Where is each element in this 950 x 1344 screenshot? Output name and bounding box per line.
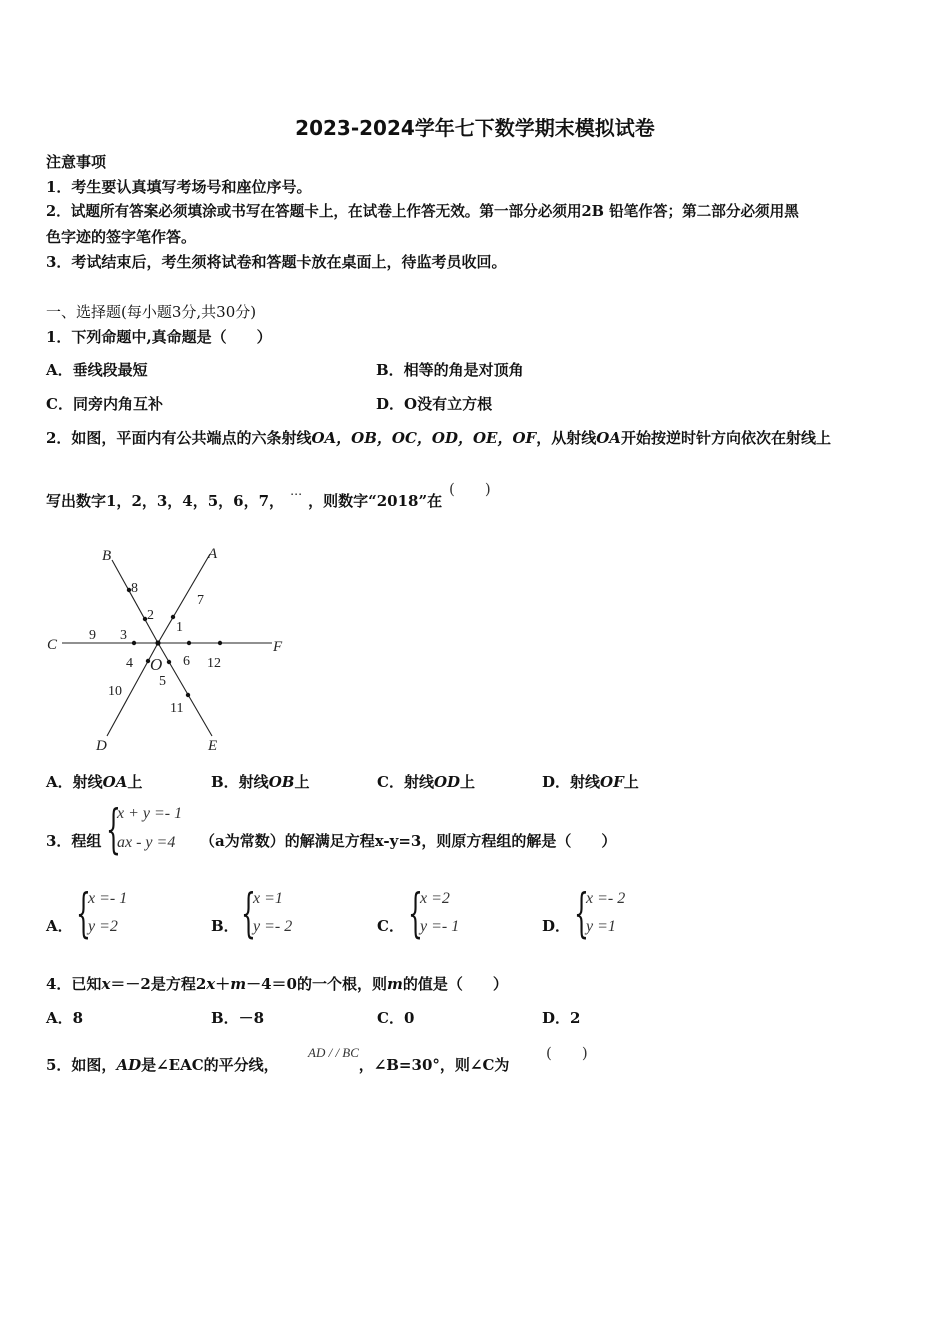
q3-b-eq2: y =- 2 — [253, 918, 293, 935]
q2-figure — [40, 540, 300, 755]
q2-line2-end: ，则数字“2018”在 — [308, 492, 443, 510]
q3-c-eq1: x =2 — [420, 890, 450, 907]
q3-c-eq2: y =- 1 — [420, 918, 460, 935]
label-e: E — [208, 738, 218, 754]
q4-var-m-2: m — [386, 975, 403, 993]
q5-answer-paren: ( ) — [546, 1044, 588, 1062]
q3-option-d-label: D． — [542, 917, 571, 935]
q4-option-b: B．－8 — [211, 1009, 265, 1027]
q2-option-d — [542, 772, 639, 792]
q2-b-post: 上 — [294, 773, 310, 791]
q5-mid: 是∠EAC的平分线， — [141, 1056, 279, 1074]
q4-var-m: m — [230, 975, 247, 993]
num-8: 8 — [131, 581, 138, 596]
q3-option-b-label: B． — [211, 917, 239, 935]
section-heading: 一、选择题(每小题3分,共30分) — [46, 303, 257, 321]
q2-ray-oa: OA — [596, 429, 621, 447]
q3-pre: 3．程组 — [46, 832, 102, 850]
q3-d-brace: { — [574, 884, 589, 944]
q3-eq1: x + y =- 1 — [117, 805, 183, 822]
notice-item-2: 2．试题所有答案必须填涂或书写在答题卡上，在试卷上作答无效。第一部分必须用2B 铅笔作答；第二部分必须用黑 — [46, 203, 799, 220]
q4-mid2: ＋ — [215, 975, 231, 993]
q2-option-c — [377, 772, 475, 792]
q4-option-c: C．0 — [377, 1009, 415, 1027]
q2-d-pre: D．射线 — [542, 773, 601, 791]
q5-ad: AD — [116, 1056, 142, 1074]
label-f: F — [273, 639, 283, 655]
num-4: 4 — [126, 656, 133, 671]
q2-a-post: 上 — [127, 773, 143, 791]
q4-var-x-2: x — [206, 975, 216, 993]
notice-item-3: 3．考试结束后，考生须将试卷和答题卡放在桌面上，待监考员收回。 — [46, 253, 507, 271]
q2-option-a — [46, 772, 142, 792]
label-b: B — [102, 548, 112, 564]
q2-line1-pre: 2．如图，平面内有公共端点的六条射线 — [46, 429, 312, 447]
num-7: 7 — [197, 593, 204, 608]
num-5: 5 — [159, 674, 166, 689]
q2-ellipsis: ⋯ — [290, 487, 303, 501]
point-1 — [171, 615, 175, 619]
q1-stem: 1．下列命题中,真命题是（ ） — [46, 328, 272, 346]
num-11: 11 — [170, 701, 184, 716]
q2-c-post: 上 — [460, 773, 476, 791]
notice-heading: 注意事项 — [46, 153, 107, 171]
num-10: 10 — [108, 684, 122, 699]
notice-item-2-cont: 色字迹的签字笔作答。 — [46, 228, 197, 246]
q3-a-eq1: x =- 1 — [88, 890, 128, 907]
q2-b-pre: B．射线 — [211, 773, 269, 791]
point-11 — [186, 693, 190, 697]
num-1: 1 — [176, 620, 183, 635]
q1-option-b: B．相等的角是对顶角 — [376, 361, 524, 379]
q4-end: 的值是（ ） — [402, 975, 508, 993]
q2-d-post: 上 — [623, 773, 639, 791]
q5-condition: AD / / BC — [308, 1045, 359, 1060]
q2-b-ray: OB — [268, 773, 295, 791]
q1-option-d: D．O没有立方根 — [376, 395, 493, 413]
q2-stem-line1 — [46, 428, 831, 448]
q1-option-a: A．垂线段最短 — [46, 361, 148, 379]
q2-c-ray: OD — [433, 773, 461, 791]
ray-ob — [112, 560, 158, 643]
notice-item-1: 1．考生要认真填写考场号和座位序号。 — [46, 178, 312, 196]
q4-var-x: x — [101, 975, 111, 993]
q2-c-pre: C．射线 — [377, 773, 434, 791]
q3-option-a-label: A． — [46, 917, 73, 935]
q2-answer-paren: ( ) — [449, 480, 491, 498]
point-3 — [132, 641, 136, 645]
q3-b-brace: { — [241, 884, 256, 944]
q5-post: ，∠B=30°，则∠C为 — [358, 1056, 510, 1074]
q2-d-ray: OF — [600, 773, 624, 791]
q2-line2: 写出数字1，2，3，4，5，6，7， — [46, 492, 285, 510]
q5-stem — [46, 1055, 509, 1075]
q4-pre: 4．已知 — [46, 975, 102, 993]
q3-d-eq2: y =1 — [586, 918, 616, 935]
point-5 — [167, 660, 171, 664]
q4-option-d: D．2 — [542, 1009, 581, 1027]
q5-pre: 5．如图， — [46, 1056, 117, 1074]
num-2: 2 — [147, 608, 154, 623]
num-9: 9 — [89, 628, 96, 643]
q2-rays: OA，OB，OC，OD，OE，OF — [311, 429, 537, 447]
num-3: 3 — [120, 628, 127, 643]
label-d: D — [96, 738, 107, 754]
label-o: O — [150, 655, 163, 674]
q2-stem-line2 — [46, 487, 443, 512]
q3-post: （a为常数）的解满足方程x-y=3，则原方程组的解是（ ） — [200, 832, 617, 850]
point-6 — [187, 641, 191, 645]
q3-a-eq2: y =2 — [88, 918, 118, 935]
point-12 — [218, 641, 222, 645]
num-6: 6 — [183, 654, 190, 669]
q2-option-b — [211, 772, 309, 792]
q3-option-c-label: C． — [377, 917, 404, 935]
num-12: 12 — [207, 656, 221, 671]
label-a: A — [208, 546, 218, 562]
q3-d-eq1: x =- 2 — [586, 890, 626, 907]
q2-a-pre: A．射线 — [46, 773, 103, 791]
q2-line1-end: 开始按逆时针方向依次在射线上 — [620, 429, 831, 447]
q2-line1-post: ，从射线 — [536, 429, 597, 447]
q3-c-brace: { — [408, 884, 423, 944]
q3-a-brace: { — [76, 884, 91, 944]
point-o — [155, 640, 160, 645]
q3-eq2: ax - y =4 — [117, 834, 176, 851]
q2-a-ray: OA — [102, 773, 128, 791]
q3-system-brace: { — [106, 800, 121, 860]
q4-mid1: ＝－2是方程2 — [110, 975, 207, 993]
q4-mid3: －4＝0的一个根，则 — [246, 975, 387, 993]
label-c: C — [47, 637, 58, 653]
q1-option-c: C．同旁内角互补 — [46, 395, 163, 413]
page-title: 2023-2024学年七下数学期末模拟试卷 — [295, 116, 655, 140]
q3-b-eq1: x =1 — [253, 890, 283, 907]
q4-stem — [46, 974, 508, 994]
q4-option-a: A．8 — [46, 1009, 84, 1027]
